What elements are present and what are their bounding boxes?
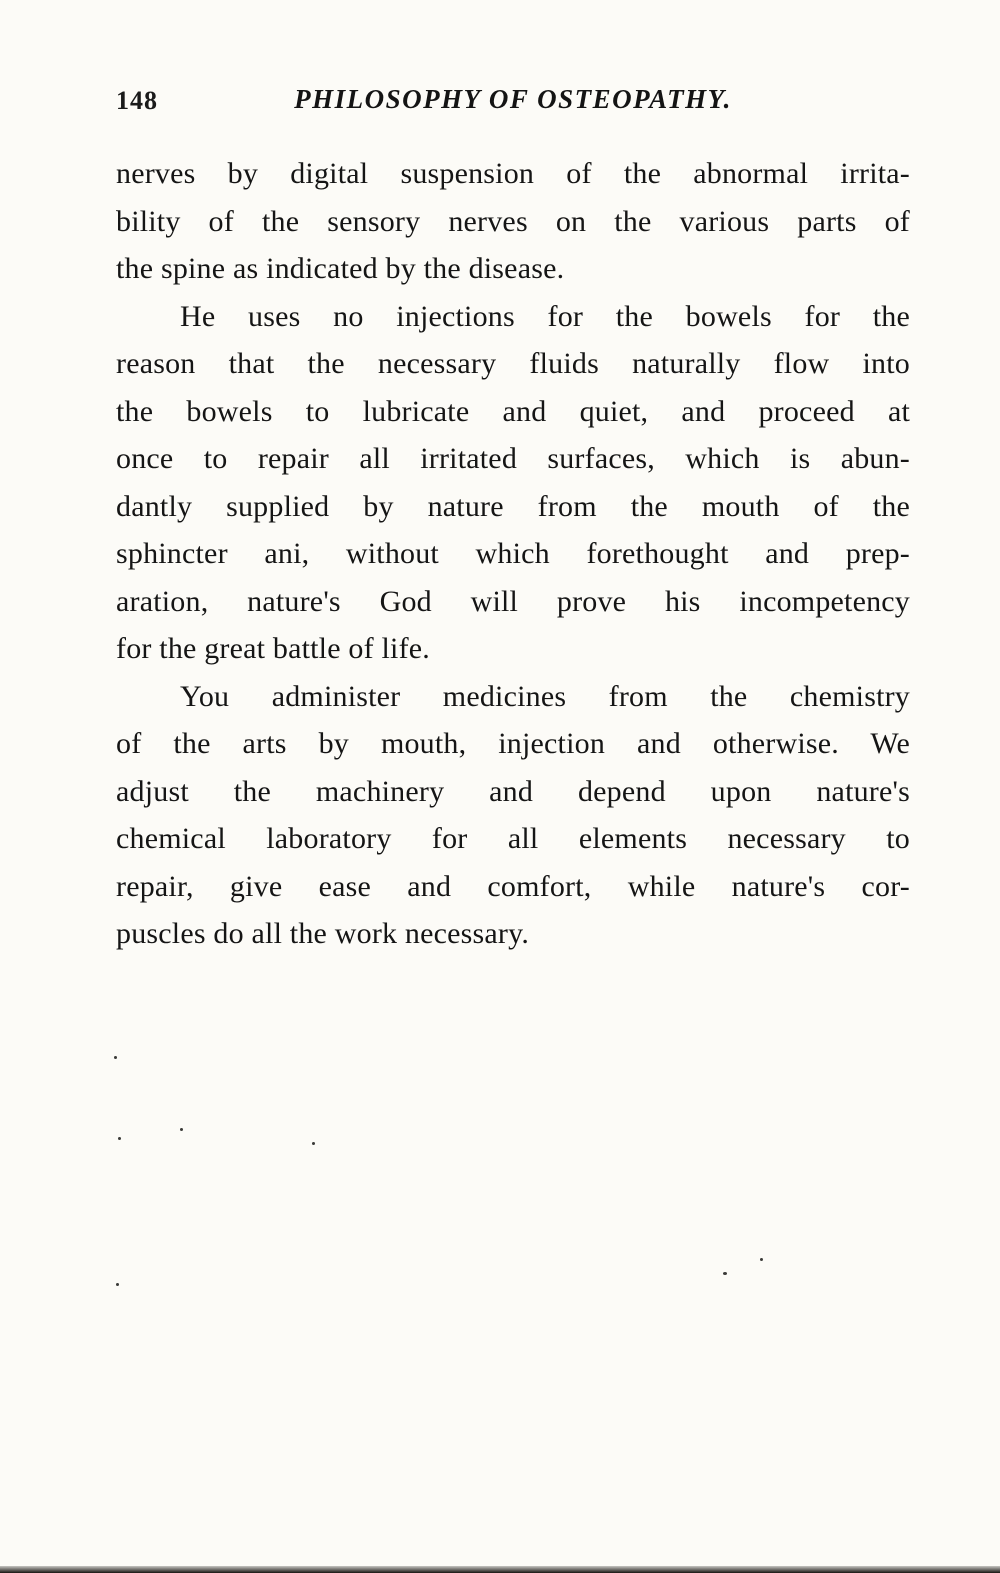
text-line: sphincter ani, without which forethought and prep- <box>116 537 910 570</box>
text-line: chemical laboratory for all elements necessary to <box>116 822 910 855</box>
text-line: for the great battle of life. <box>116 632 430 665</box>
scan-speck <box>180 1128 183 1131</box>
page-number: 148 <box>116 86 158 115</box>
text-line: dantly supplied by nature from the mouth of the <box>116 489 910 523</box>
text-line: puscles do all the work necessary. <box>116 917 530 950</box>
text-line: You administer medicines from the chemistry <box>180 679 910 713</box>
scan-speck <box>760 1258 763 1261</box>
running-title: PHILOSOPHY OF OSTEOPATHY. <box>294 84 732 114</box>
text-line: the bowels to lubricate and quiet, and proceed at <box>116 394 910 428</box>
scan-speck <box>114 1056 117 1059</box>
text-line: repair, give ease and comfort, while nature's cor- <box>116 869 910 903</box>
body-text <box>116 150 910 958</box>
scan-bottom-edge <box>0 1566 1000 1573</box>
text-line: aration, nature's God will prove his incompetency <box>116 584 910 618</box>
text-line: the spine as indicated by the disease. <box>116 252 565 285</box>
text-line: nerves by digital suspension of the abnormal irrita- <box>116 157 910 190</box>
scan-speck <box>312 1142 315 1145</box>
text-line: bility of the sensory nerves on the various parts of <box>116 204 910 238</box>
text-line: adjust the machinery and depend upon nature's <box>116 774 910 808</box>
text-line: reason that the necessary fluids naturally flow into <box>116 347 910 380</box>
scan-speck <box>118 1137 121 1140</box>
scan-speck <box>723 1272 727 1275</box>
text-line: He uses no injections for the bowels for the <box>180 299 910 333</box>
page-header <box>116 84 910 120</box>
text-line: of the arts by mouth, injection and otherwise. We <box>116 727 910 760</box>
text-line: once to repair all irritated surfaces, which is abun- <box>116 442 910 475</box>
scan-speck <box>116 1283 119 1286</box>
